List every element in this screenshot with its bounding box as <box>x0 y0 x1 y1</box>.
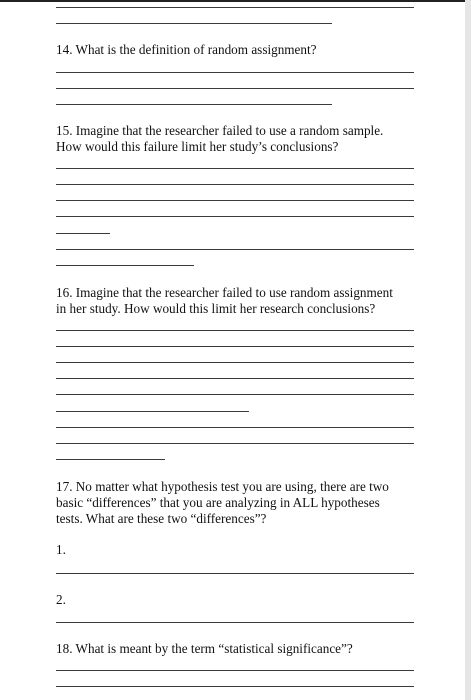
answer-line <box>56 427 414 428</box>
answer-line <box>56 72 414 73</box>
answer-line <box>56 362 414 363</box>
answer-line <box>56 686 414 687</box>
answer-line <box>56 104 332 105</box>
answer-line <box>56 233 110 234</box>
question-17 <box>56 479 426 527</box>
answer-line <box>56 184 414 185</box>
question-15 <box>56 123 426 155</box>
question-14-text: 14. What is the definition of random assignment? <box>56 42 317 57</box>
question-16-text-line-2: in her study. How would this limit her research conclusions? <box>56 301 376 316</box>
answer-line <box>56 443 414 444</box>
answer-line <box>56 573 414 574</box>
answer-line <box>56 411 249 412</box>
question-17-text-line-1: 17. No matter what hypothesis test you are using, there are two <box>56 479 389 494</box>
answer-line <box>56 394 414 395</box>
answer-line <box>56 7 414 8</box>
answer-line <box>56 88 414 89</box>
question-15-text-line-2: How would this failure limit her study’s conclusions? <box>56 139 339 154</box>
question-16 <box>56 285 426 317</box>
question-14 <box>56 42 426 58</box>
answer-line <box>56 459 165 460</box>
answer-line <box>56 622 414 623</box>
page-top-border <box>0 0 471 2</box>
question-17-item-1 <box>56 542 426 558</box>
answer-line <box>56 265 194 266</box>
question-17-text-line-3: tests. What are these two “differences”? <box>56 511 267 526</box>
question-18 <box>56 641 426 657</box>
answer-line <box>56 216 414 217</box>
answer-line <box>56 168 414 169</box>
answer-line <box>56 330 414 331</box>
question-15-text-line-1: 15. Imagine that the researcher failed to use a random sample. <box>56 123 384 138</box>
answer-line <box>56 23 332 24</box>
question-17-item-1-label: 1. <box>56 542 66 557</box>
page-edge <box>465 0 471 700</box>
answer-line <box>56 378 414 379</box>
question-17-text-line-2: basic “differences” that you are analyzing in ALL hypotheses <box>56 495 380 510</box>
answer-line <box>56 249 414 250</box>
answer-line <box>56 670 414 671</box>
question-17-item-2 <box>56 592 426 608</box>
question-17-item-2-label: 2. <box>56 592 66 607</box>
question-16-text-line-1: 16. Imagine that the researcher failed to use random assignment <box>56 285 393 300</box>
question-18-text: 18. What is meant by the term “statistical significance”? <box>56 641 353 656</box>
answer-line <box>56 200 414 201</box>
answer-line <box>56 346 414 347</box>
